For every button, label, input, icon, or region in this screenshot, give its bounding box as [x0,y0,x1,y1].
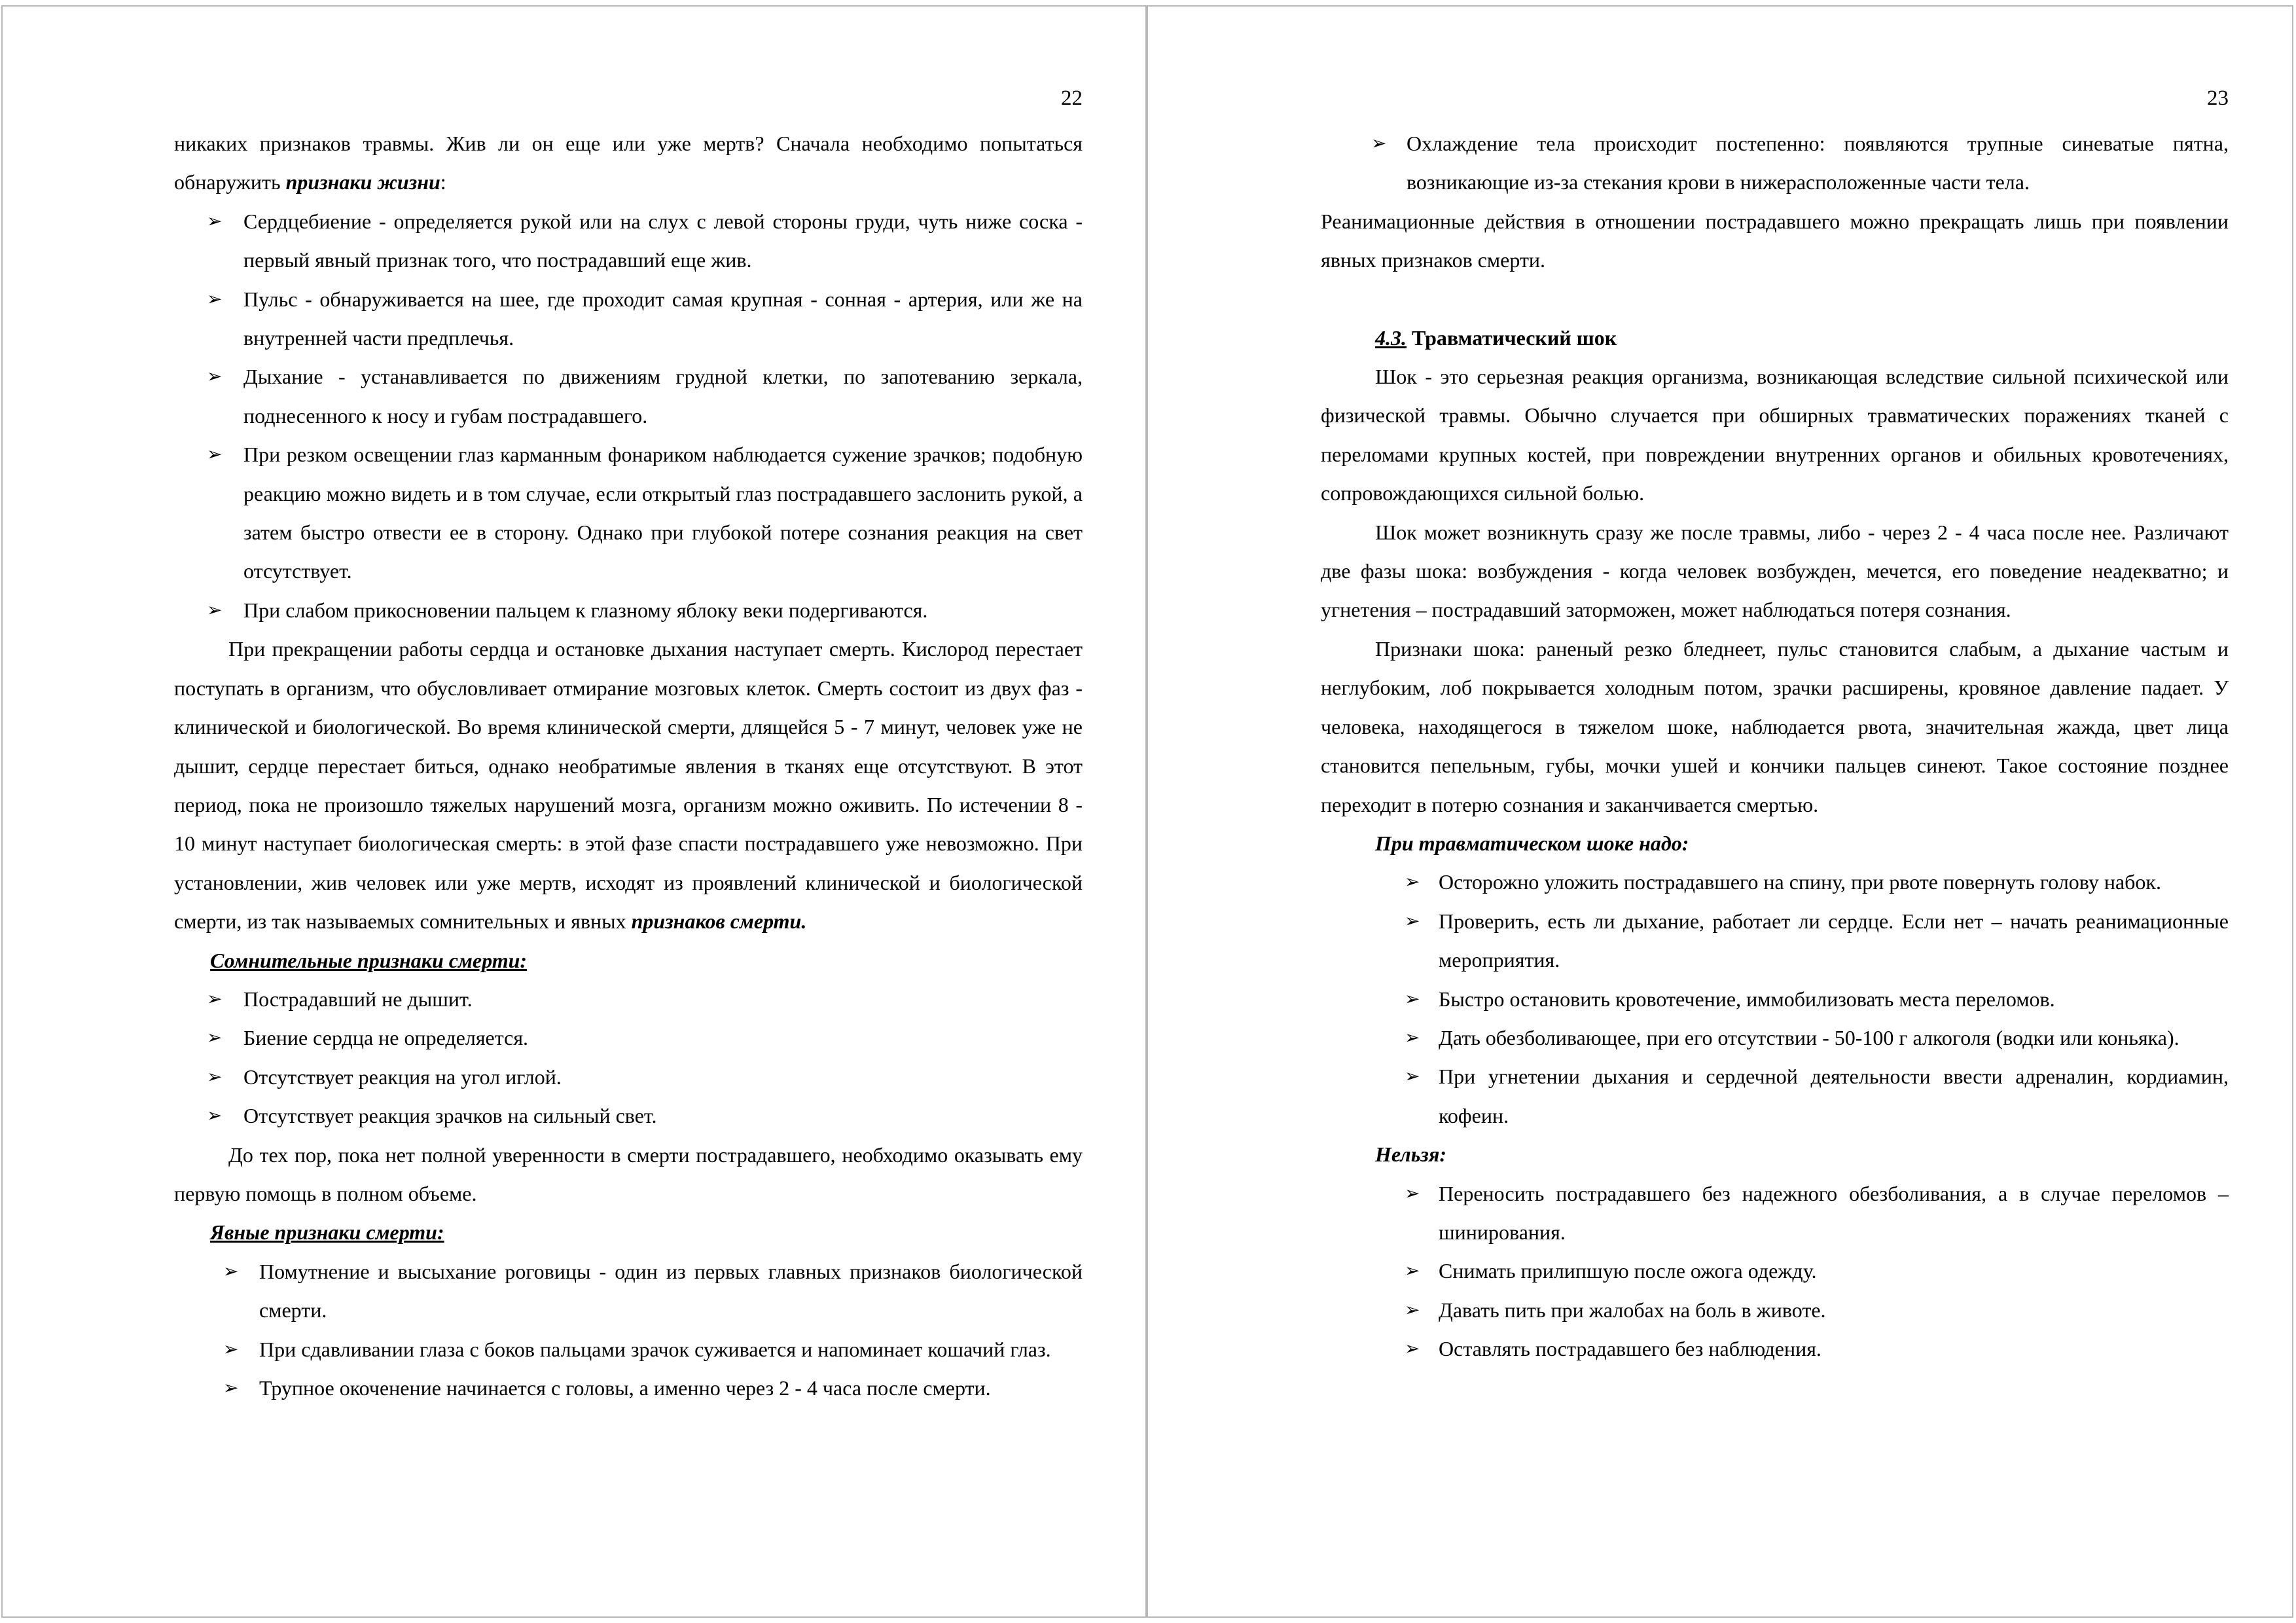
section-heading [1321,319,2229,357]
dont-heading: Нельзя: [1375,1142,1446,1167]
list-item: ➢ Трупное окоченение начинается с головы, а именно через 2 - 4 часа после смерти. [174,1369,1083,1408]
section-title: Травматический шок [1407,325,1617,350]
list-item: ➢ Давать пить при жалобах на боль в животе. [1321,1291,2229,1330]
page-content [1321,124,2229,1369]
section-number: 4.3. [1375,325,1407,350]
obvious-signs-list [174,1252,1083,1408]
list-item: ➢ Сердцебиение - определяется рукой или на слух с левой стороны груди, чуть ниже соска - первый явный признак того, что пострадавший еще жив. [174,202,1083,280]
list-item: ➢ Быстро остановить кровотечение, иммобилизовать места переломов. [1321,980,2229,1019]
list-item: ➢ Биение сердца не определяется. [174,1019,1083,1057]
list-item: ➢ Охлаждение тела происходит постепенно: появляются трупные синеватые пятна, возникающие из-за стекания крови в нижерасположенные части тела. [1321,124,2229,202]
shock-paragraph: Шок - это серьезная реакция организма, возникающая вследствие сильной психической или физической травмы. Обычно случается при обширных травматических поражениях тканей с переломами крупных костей, при повреждении внутренних органов и обильных кровотечениях, сопровождающихся сильной болью. [1321,365,2229,505]
list-item: ➢ Осторожно уложить пострадавшего на спину, при рвоте повернуть голову набок. [1321,863,2229,902]
help-paragraph: До тех пор, пока нет полной уверенности в смерти пострадавшего, необходимо оказывать ему первую помощь в полном объеме. [174,1142,1083,1205]
list-item: ➢ Отсутствует реакция на угол иглой. [174,1058,1083,1097]
emphasis-life-signs: признаки жизни [285,170,440,194]
list-item: ➢ Отсутствует реакция зрачков на сильный свет. [174,1097,1083,1135]
emphasis-death-signs: признаков смерти. [631,909,807,934]
life-signs-list [174,202,1083,630]
list-item: ➢ Помутнение и высыхание роговицы - один из первых главных признаков биологической смерти. [174,1252,1083,1330]
page-number: 23 [2207,86,2229,110]
list-item: ➢ При угнетении дыхания и сердечной деятельности ввести адреналин, кордиамин, кофеин. [1321,1057,2229,1135]
intro-paragraph: никаких признаков травмы. Жив ли он еще или уже мертв? Сначала необходимо попытаться обнаружить признаки жизни: [174,132,1083,194]
list-item: ➢ Пульс - обнаруживается на шее, где проходит самая крупная - сонная - артерия, или же на внутренней части предплечья. [174,280,1083,358]
resuscitation-paragraph: Реанимационные действия в отношении пострадавшего можно прекращать лишь при появлении явных признаков смерти. [1321,209,2229,272]
do-heading: При травматическом шоке надо: [1375,831,1689,855]
page-content [174,124,1083,1408]
obvious-signs-heading: Явные признаки смерти: [210,1220,444,1245]
death-paragraph: При прекращении работы сердца и остановке дыхания наступает смерть. Кислород перестает поступать в организм, что обусловливает отмирание мозговых клеток. Смерть состоит из двух фаз - клинической и биологической. Во время клинической смерти, длящейся 5 - 7 минут, человек уже не дышит, сердце перестает биться, однако необратимые явления в тканях еще отсутствуют. В этот период, пока не произошло тяжелых нарушений мозга, организм можно оживить. По истечении 8 - 10 минут наступает биологическая смерть: в этой фазе спасти пострадавшего уже невозможно. При установлении, жив человек или уже мертв, исходят из проявлений клинической и биологической смерти, из так называемых сомнительных и явных признаков смерти. [174,637,1083,934]
list-item: ➢ При сдавливании глаза с боков пальцами зрачок суживается и напоминает кошачий глаз. [174,1330,1083,1369]
list-item: ➢ При резком освещении глаз карманным фонариком наблюдается сужение зрачков; подобную реакцию можно видеть и в том случае, если открытый глаз пострадавшего заслонить рукой, а затем быстро отвести ее в сторону. Однако при глубокой потере сознания реакция на свет отсутствует. [174,435,1083,591]
doubtful-signs-heading: Сомнительные признаки смерти: [210,948,528,972]
list-item: ➢ Переносить пострадавшего без надежного обезболивания, а в случае переломов – шинирования. [1321,1175,2229,1252]
dont-list [1321,1175,2229,1369]
shock-paragraph: Признаки шока: раненый резко бледнеет, пульс становится слабым, а дыхание частым и неглубоким, лоб покрывается холодным потом, зрачки расширены, кровяное давление падает. У человека, находящегося в тяжелом шоке, наблюдается рвота, значительная жажда, цвет лица становится пепельным, губы, мочки ушей и кончики пальцев синеют. Такое состояние позднее переходит в потерю сознания и заканчивается смертью. [1321,636,2229,816]
list-item: ➢ Дать обезболивающее, при его отсутствии - 50-100 г алкоголя (водки или коньяка). [1321,1019,2229,1057]
list-item: ➢ При слабом прикосновении пальцем к глазному яблоку веки подергиваются. [174,591,1083,630]
list-item: ➢ Оставлять пострадавшего без наблюдения. [1321,1330,2229,1368]
doubtful-signs-list [174,980,1083,1136]
page-number: 22 [1061,86,1083,110]
shock-paragraph: Шок может возникнуть сразу же после травмы, либо - через 2 - 4 часа после нее. Различают две фазы шока: возбуждения - когда человек возбужден, мечется, его поведение неадекватно; и угнетения – пострадавший заторможен, может наблюдаться потеря сознания. [1321,520,2229,622]
list-item: ➢ Снимать прилипшую после ожога одежду. [1321,1252,2229,1290]
list-item: ➢ Пострадавший не дышит. [174,980,1083,1019]
list-item: ➢ Дыхание - устанавливается по движениям грудной клетки, по запотеванию зеркала, поднесенного к носу и губам пострадавшего. [174,357,1083,435]
do-list [1321,863,2229,1135]
list-item: ➢ Проверить, есть ли дыхание, работает ли сердце. Если нет – начать реанимационные мероприятия. [1321,902,2229,980]
continued-signs-list [1321,124,2229,202]
